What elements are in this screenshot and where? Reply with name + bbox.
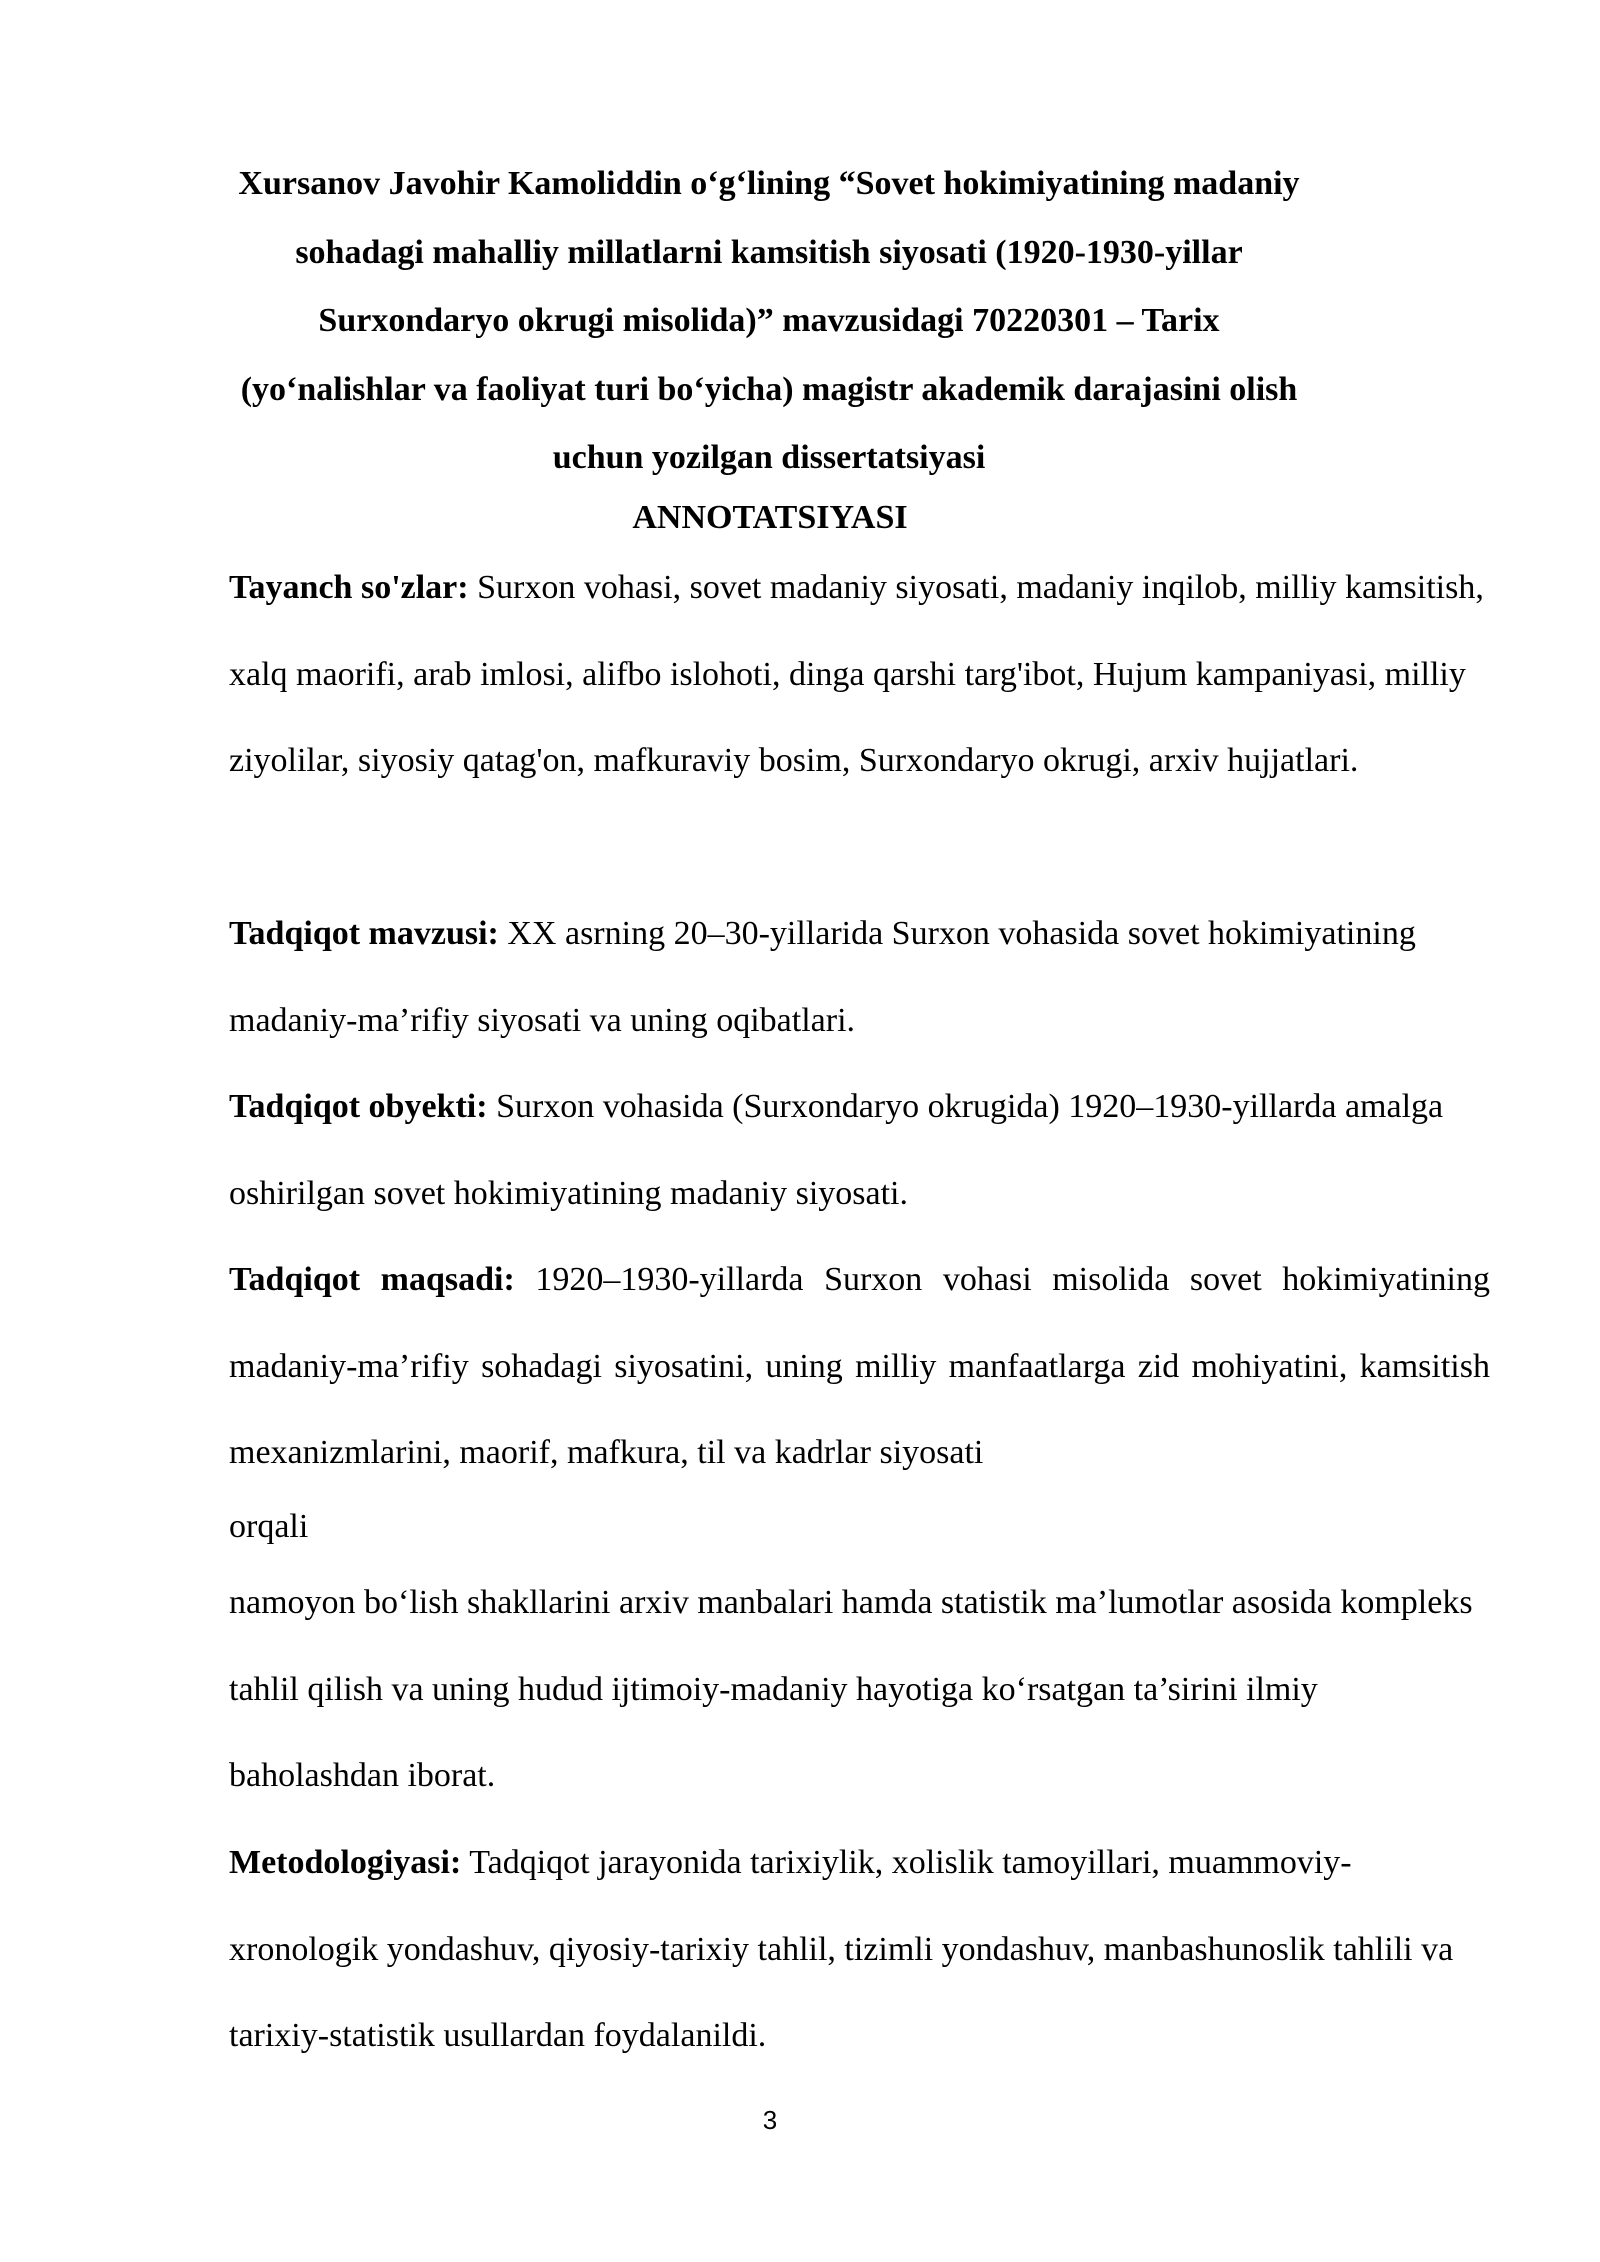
aim-paragraph bbox=[229, 1237, 1490, 1557]
page-number: 3 bbox=[762, 2105, 778, 2135]
topic-paragraph bbox=[229, 891, 1490, 1064]
aim-text-part1: 1920–1930-yillarda Surxon vohasi misolida sovet hokimiyatining madaniy-ma’rifiy sohadagi siyosatini, uning milliy manfaatlarga zid mohiyatini, kamsitish mexanizmlarini, maorif, mafkura, til va kadrlar siyosati bbox=[229, 1261, 1490, 1471]
keywords-paragraph bbox=[229, 545, 1490, 805]
object-label: Tadqiqot obyekti: bbox=[229, 1088, 488, 1125]
keywords-text: Surxon vohasi, sovet madaniy siyosati, madaniy inqilob, milliy kamsitish, xalq maorifi, arab imlosi, alifbo islohoti, dinga qarshi targ'ibot, Hujum kampaniyasi, milliy ziyolilar, siyosiy qatag'on, mafkuraviy bosim, Surxondaryo okrugi, arxiv hujjatlari. bbox=[229, 569, 1484, 779]
object-text: Surxon vohasida (Surxondaryo okrugida) 1920–1930-yillarda amalga oshirilgan sovet hokimiyatining madaniy siyosati. bbox=[229, 1088, 1444, 1212]
methodology-text: Tadqiqot jarayonida tarixiylik, xolislik tamoyillari, muammoviy-xronologik yondashuv, qiyosiy-tarixiy tahlil, tizimli yondashuv, manbashunoslik tahlili va tarixiy-statistik usullardan foydalanildi. bbox=[229, 1844, 1454, 2054]
aim-text-part2: orqali bbox=[229, 1507, 309, 1545]
aim-paragraph-continued: namoyon bo‘lish shakllarini arxiv manbalari hamda statistik ma’lumotlar asosida kompleks tahlil qilish va uning hudud ijtimoiy-madaniy hayotiga ko‘rsatgan ta’sirini ilmiy baholashdan iborat. bbox=[229, 1584, 1473, 1794]
methodology-label: Metodologiyasi: bbox=[229, 1844, 462, 1881]
keywords-label: Tayanch so'zlar: bbox=[229, 569, 469, 606]
aim-label: Tadqiqot maqsadi: bbox=[229, 1261, 515, 1298]
topic-text: XX asrning 20–30-yillarida Surxon vohasida sovet hokimiyatining madaniy-ma’rifiy siyosati va uning oqibatlari. bbox=[229, 915, 1416, 1039]
methodology-paragraph bbox=[229, 1820, 1490, 2080]
document-heading: Xursanov Javohir Kamoliddin o‘g‘lining “Sovet hokimiyatining madaniy sohadagi mahalliy millatlarni kamsitish siyosati (1920-1930-yillar Surxondaryo okrugi misolida)” mavzusidagi 70220301 – Tarix (yo‘nalishlar va faoliyat turi bo‘yicha) magistr akademik darajasini olish uchun yozilgan dissertatsiyasi bbox=[238, 165, 1300, 476]
topic-label: Tadqiqot mavzusi: bbox=[229, 915, 499, 952]
annotation-title: ANNOTATSIYASI bbox=[632, 499, 908, 536]
object-paragraph bbox=[229, 1064, 1490, 1237]
